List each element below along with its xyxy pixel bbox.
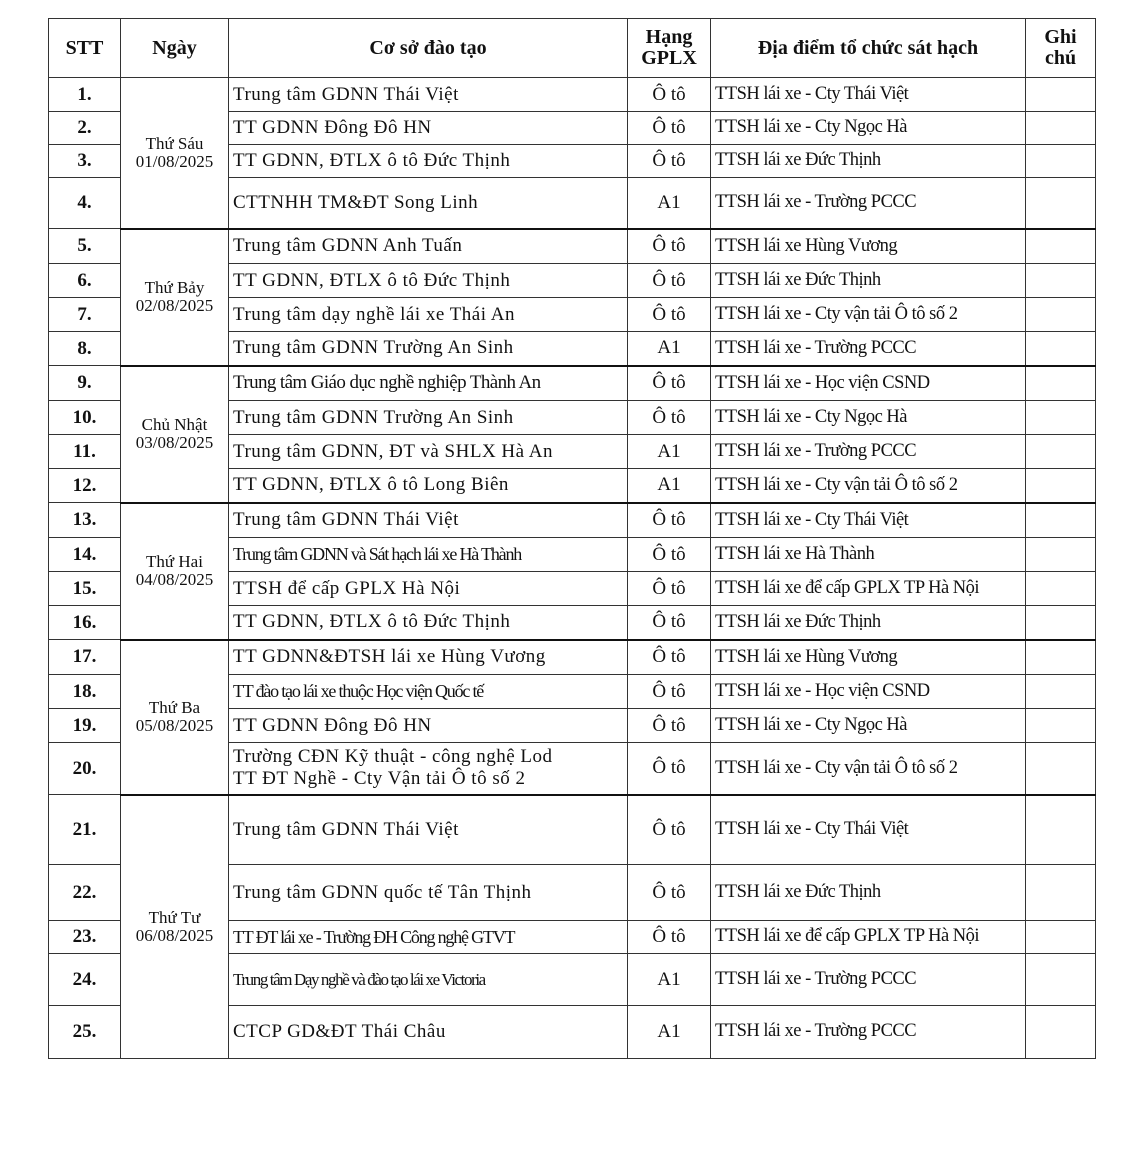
note-cell xyxy=(1026,178,1096,229)
school-name: TT GDNN, ĐTLX ô tô Đức Thịnh xyxy=(229,264,628,298)
date-cell xyxy=(121,640,229,795)
license-class: Ô tô xyxy=(628,229,711,264)
school-name: CTCP GD&ĐT Thái Châu xyxy=(229,1006,628,1059)
date: 01/08/2025 xyxy=(135,151,214,171)
note-cell xyxy=(1026,332,1096,366)
weekday: Thứ Tư xyxy=(148,907,201,927)
header-co-so-dao-tao: Cơ sở đào tạo xyxy=(229,19,628,78)
row-stt: 3. xyxy=(49,145,121,178)
weekday: Thứ Bảy xyxy=(144,278,205,298)
exam-location: TTSH lái xe - Cty Ngọc Hà xyxy=(711,112,1026,145)
license-class: Ô tô xyxy=(628,298,711,332)
date: 05/08/2025 xyxy=(135,716,214,735)
row-stt: 25. xyxy=(49,1006,121,1059)
note-cell xyxy=(1026,229,1096,264)
date-cell xyxy=(121,78,229,229)
exam-location: TTSH lái xe - Trường PCCC xyxy=(711,178,1026,229)
note-cell xyxy=(1026,78,1096,112)
row-stt: 7. xyxy=(49,298,121,332)
school-name: TT GDNN, ĐTLX ô tô Long Biên xyxy=(229,469,628,503)
license-class: Ô tô xyxy=(628,503,711,538)
exam-location: TTSH lái xe - Cty vận tải Ô tô số 2 xyxy=(711,469,1026,503)
weekday: Thứ Hai xyxy=(146,552,203,572)
row-stt: 1. xyxy=(49,78,121,112)
note-cell xyxy=(1026,743,1096,795)
note-cell xyxy=(1026,572,1096,606)
note-cell xyxy=(1026,112,1096,145)
exam-location: TTSH lái xe để cấp GPLX TP Hà Nội xyxy=(711,572,1026,606)
license-class: Ô tô xyxy=(628,709,711,743)
row-stt: 10. xyxy=(49,401,121,435)
license-class: Ô tô xyxy=(628,366,711,401)
note-cell xyxy=(1026,606,1096,640)
exam-location: TTSH lái xe Đức Thịnh xyxy=(711,145,1026,178)
school-name: Trung tâm Giáo dục nghề nghiệp Thành An xyxy=(229,366,628,401)
license-class: A1 xyxy=(628,469,711,503)
exam-location: TTSH lái xe - Cty Thái Việt xyxy=(711,78,1026,112)
license-class: Ô tô xyxy=(628,675,711,709)
school-name: TT ĐT lái xe - Trường ĐH Công nghệ GTVT xyxy=(229,921,628,954)
table-row xyxy=(49,366,1096,401)
exam-location: TTSH lái xe Hùng Vương xyxy=(711,640,1026,675)
license-class: A1 xyxy=(628,435,711,469)
note-cell xyxy=(1026,538,1096,572)
note-cell xyxy=(1026,401,1096,435)
license-class: Ô tô xyxy=(628,795,711,865)
row-stt: 19. xyxy=(49,709,121,743)
weekday: Thứ Ba xyxy=(148,698,201,718)
school-name: Trung tâm GDNN Trường An Sinh xyxy=(229,401,628,435)
school-name: TT GDNN&ĐTSH lái xe Hùng Vương xyxy=(229,640,628,675)
row-stt: 2. xyxy=(49,112,121,145)
row-stt: 20. xyxy=(49,743,121,795)
row-stt: 11. xyxy=(49,435,121,469)
note-cell xyxy=(1026,469,1096,503)
school-name: TT GDNN, ĐTLX ô tô Đức Thịnh xyxy=(229,606,628,640)
license-class: Ô tô xyxy=(628,640,711,675)
row-stt: 22. xyxy=(49,865,121,921)
header-ghi-line2: chú xyxy=(1044,47,1077,69)
note-cell xyxy=(1026,640,1096,675)
header-stt: STT xyxy=(49,19,121,78)
note-cell xyxy=(1026,921,1096,954)
row-stt: 8. xyxy=(49,332,121,366)
header-hang-line2: GPLX xyxy=(641,47,697,69)
table-row xyxy=(49,795,1096,865)
exam-location: TTSH lái xe - Trường PCCC xyxy=(711,954,1026,1006)
table-row xyxy=(49,78,1096,112)
note-cell xyxy=(1026,709,1096,743)
school-name-line2: TT ĐT Nghề - Cty Vận tải Ô tô số 2 xyxy=(233,768,526,790)
license-class: Ô tô xyxy=(628,606,711,640)
header-dia-diem: Địa điểm tổ chức sát hạch xyxy=(711,19,1026,78)
row-stt: 14. xyxy=(49,538,121,572)
date: 04/08/2025 xyxy=(135,570,214,589)
row-stt: 23. xyxy=(49,921,121,954)
school-name: TTSH để cấp GPLX Hà Nội xyxy=(229,572,628,606)
school-name: Trung tâm GDNN Anh Tuấn xyxy=(229,229,628,264)
row-stt: 18. xyxy=(49,675,121,709)
license-class: Ô tô xyxy=(628,401,711,435)
exam-location: TTSH lái xe - Cty vận tải Ô tô số 2 xyxy=(711,743,1026,795)
exam-location: TTSH lái xe - Cty Ngọc Hà xyxy=(711,401,1026,435)
note-cell xyxy=(1026,795,1096,865)
school-name: TT GDNN Đông Đô HN xyxy=(229,709,628,743)
license-class: Ô tô xyxy=(628,865,711,921)
table-row xyxy=(49,503,1096,538)
row-stt: 5. xyxy=(49,229,121,264)
school-name: Trung tâm GDNN Thái Việt xyxy=(229,78,628,112)
row-stt: 17. xyxy=(49,640,121,675)
school-name: TT đào tạo lái xe thuộc Học viện Quốc tế xyxy=(229,675,628,709)
note-cell xyxy=(1026,954,1096,1006)
school-name: TT GDNN Đông Đô HN xyxy=(229,112,628,145)
table-row xyxy=(49,229,1096,264)
exam-location: TTSH lái xe - Trường PCCC xyxy=(711,332,1026,366)
row-stt: 12. xyxy=(49,469,121,503)
row-stt: 16. xyxy=(49,606,121,640)
exam-schedule-table xyxy=(48,18,1096,1059)
school-name: Trung tâm GDNN Thái Việt xyxy=(229,795,628,865)
note-cell xyxy=(1026,865,1096,921)
row-stt: 4. xyxy=(49,178,121,229)
exam-location: TTSH lái xe - Trường PCCC xyxy=(711,435,1026,469)
exam-location: TTSH lái xe - Cty vận tải Ô tô số 2 xyxy=(711,298,1026,332)
school-name xyxy=(229,743,628,795)
exam-location: TTSH lái xe Đức Thịnh xyxy=(711,865,1026,921)
row-stt: 13. xyxy=(49,503,121,538)
header-ghi-line1: Ghi xyxy=(1044,26,1077,48)
header-ghi-chu xyxy=(1026,19,1096,78)
license-class: Ô tô xyxy=(628,921,711,954)
license-class: Ô tô xyxy=(628,264,711,298)
license-class: Ô tô xyxy=(628,743,711,795)
note-cell xyxy=(1026,366,1096,401)
school-name: Trung tâm GDNN, ĐT và SHLX Hà An xyxy=(229,435,628,469)
header-ngay: Ngày xyxy=(121,19,229,78)
exam-location: TTSH lái xe Hà Thành xyxy=(711,538,1026,572)
license-class: Ô tô xyxy=(628,112,711,145)
license-class: A1 xyxy=(628,954,711,1006)
exam-location: TTSH lái xe - Trường PCCC xyxy=(711,1006,1026,1059)
license-class: A1 xyxy=(628,1006,711,1059)
school-name: Trung tâm GDNN Trường An Sinh xyxy=(229,332,628,366)
exam-location: TTSH lái xe để cấp GPLX TP Hà Nội xyxy=(711,921,1026,954)
weekday: Thứ Sáu xyxy=(145,133,204,153)
school-name: Trung tâm Dạy nghề và đào tạo lái xe Victoria xyxy=(229,954,628,1006)
note-cell xyxy=(1026,503,1096,538)
license-class: Ô tô xyxy=(628,538,711,572)
note-cell xyxy=(1026,1006,1096,1059)
row-stt: 9. xyxy=(49,366,121,401)
row-stt: 6. xyxy=(49,264,121,298)
date: 03/08/2025 xyxy=(135,433,214,452)
school-name-line1: Trường CĐN Kỹ thuật - công nghệ Lod xyxy=(233,746,553,768)
school-name: Trung tâm GDNN và Sát hạch lái xe Hà Thành xyxy=(229,538,628,572)
exam-location: TTSH lái xe Hùng Vương xyxy=(711,229,1026,264)
date-cell xyxy=(121,229,229,366)
date-cell xyxy=(121,366,229,503)
license-class: A1 xyxy=(628,178,711,229)
license-class: Ô tô xyxy=(628,572,711,606)
license-class: Ô tô xyxy=(628,145,711,178)
table-header-row xyxy=(49,19,1096,78)
license-class: A1 xyxy=(628,332,711,366)
row-stt: 21. xyxy=(49,795,121,865)
header-hang-line1: Hạng xyxy=(645,26,693,48)
note-cell xyxy=(1026,264,1096,298)
exam-location: TTSH lái xe - Cty Ngọc Hà xyxy=(711,709,1026,743)
school-name: Trung tâm GDNN quốc tế Tân Thịnh xyxy=(229,865,628,921)
note-cell xyxy=(1026,435,1096,469)
note-cell xyxy=(1026,675,1096,709)
license-class: Ô tô xyxy=(628,78,711,112)
school-name: CTTNHH TM&ĐT Song Linh xyxy=(229,178,628,229)
school-name: TT GDNN, ĐTLX ô tô Đức Thịnh xyxy=(229,145,628,178)
table-row xyxy=(49,640,1096,675)
note-cell xyxy=(1026,298,1096,332)
exam-location: TTSH lái xe - Học viện CSND xyxy=(711,366,1026,401)
date: 06/08/2025 xyxy=(135,925,214,945)
row-stt: 24. xyxy=(49,954,121,1006)
row-stt: 15. xyxy=(49,572,121,606)
date: 02/08/2025 xyxy=(135,296,214,315)
exam-location: TTSH lái xe - Học viện CSND xyxy=(711,675,1026,709)
header-hang-gplx xyxy=(628,19,711,78)
school-name: Trung tâm dạy nghề lái xe Thái An xyxy=(229,298,628,332)
exam-location: TTSH lái xe - Cty Thái Việt xyxy=(711,503,1026,538)
school-name: Trung tâm GDNN Thái Việt xyxy=(229,503,628,538)
exam-location: TTSH lái xe Đức Thịnh xyxy=(711,264,1026,298)
note-cell xyxy=(1026,145,1096,178)
exam-location: TTSH lái xe Đức Thịnh xyxy=(711,606,1026,640)
weekday: Chủ Nhật xyxy=(141,415,208,435)
date-cell xyxy=(121,503,229,640)
date-cell xyxy=(121,795,229,1059)
exam-location: TTSH lái xe - Cty Thái Việt xyxy=(711,795,1026,865)
